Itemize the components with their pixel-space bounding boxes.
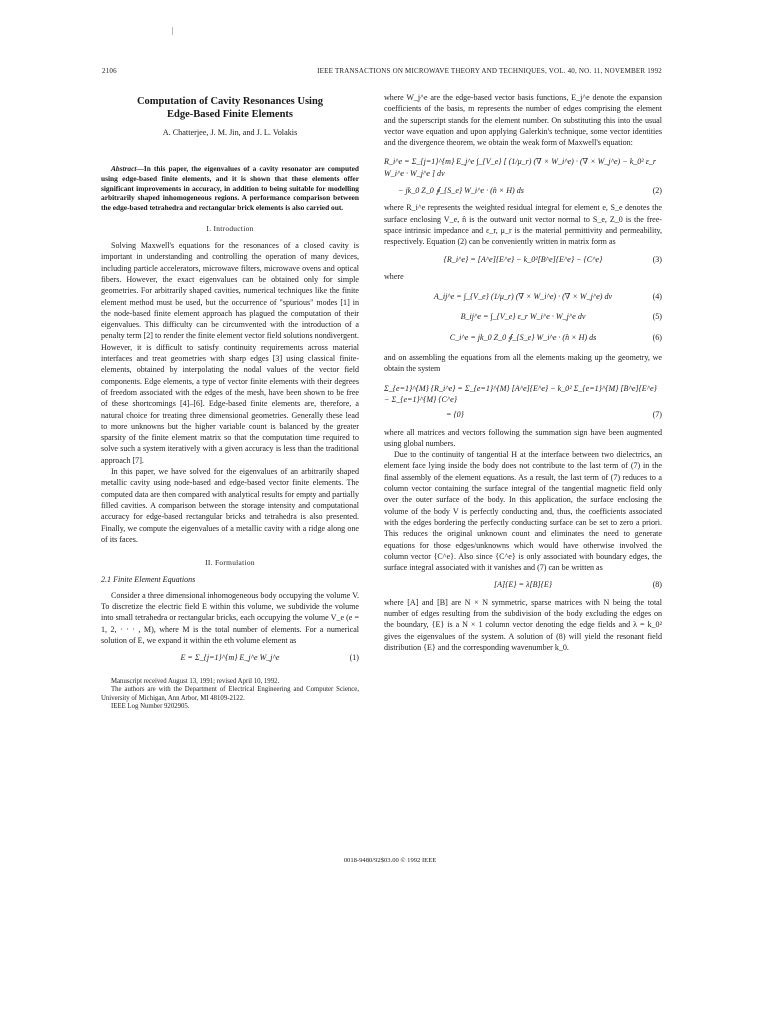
equation-1-number: (1) xyxy=(349,653,359,663)
equation-3 xyxy=(384,254,662,265)
right-paragraph-1: where W_j^e are the edge-based vector basis functions, E_j^e denote the expansion coefficients of the basis, m represents the number of edges comprising the element and the superscript stands for the element number. On substituting this into the usual vector wave equation and upon applying Galerkin's technique, some vector identities and the divergence theorem, we obtain the weak form of Maxwell's equation: xyxy=(384,93,662,148)
equation-2-line-2: − jk_0 Z_0 ∮_{S_e} W_i^e · (n̂ × H) ds xyxy=(398,186,524,196)
equation-5 xyxy=(384,311,662,322)
equation-8-number: (8) xyxy=(652,580,662,590)
intro-paragraph-2: In this paper, we have solved for the eigenvalues of an arbitrarily shaped metallic cavity using node-based and edge-based vector finite elements. The computed data are then compared with analytical results for empty and partially filled cavities. A comparison between the storage intensity and computational accuracy for edge-based rectangular bricks and tetrahedra is also presented. Finally, we compute the eigenvalues of a metallic cavity with a ridge along one of its faces. xyxy=(101,467,359,544)
equation-2-line-1: R_i^e = Σ_{j=1}^{m} E_j^e ∫_{V_e} [ (1/μ_r) (∇ × W_i^e) · (∇ × W_j^e) − k_0² ε_r W_i^e · W_j^e ] dv xyxy=(384,157,657,178)
abstract xyxy=(101,164,359,213)
page-number: 2106 xyxy=(102,67,117,75)
journal-header: IEEE TRANSACTIONS ON MICROWAVE THEORY AND TECHNIQUES, VOL. 40, NO. 11, NOVEMBER 1992 xyxy=(317,67,662,75)
left-column xyxy=(101,96,359,712)
authors: A. Chatterjee, J. M. Jin, and J. L. Volakis xyxy=(162,128,298,137)
equation-8-body: [A]{E} = λ[B]{E} xyxy=(494,580,552,590)
equation-8 xyxy=(384,579,662,590)
paper-title xyxy=(101,96,359,121)
formulation-paragraph-1: Consider a three dimensional inhomogeneous body occupying the volume V. To discretize the electric field E within this volume, we subdivide the volume into small tetrahedra or rectangular bricks, each occupying the volume V_e (e = 1, 2, · · · , M), where M is the total number of elements. For a numerical solution of E, we expand it within the eth volume element as xyxy=(101,590,359,645)
abstract-label: Abstract xyxy=(111,164,137,174)
abstract-text: —In this paper, the eigenvalues of a cavity resonator are computed using edge-based finite elements, and it is shown that these elements offer significant improvements in accuracy, in addition to being suitable for modelling arbitrarily shaped inhomogeneous regions. A performance comparison between the edge-based tetrahedra and rectangular brick elements is also carried out. xyxy=(101,164,359,213)
section-heading-introduction: I. Introduction xyxy=(206,223,254,233)
title-line-1: Computation of Cavity Resonances Using xyxy=(136,96,324,107)
intro-paragraph-1: Solving Maxwell's equations for the resonances of a closed cavity is important in understanding and controlling the operation of many devices, including particle accelerators, microwave filters, microwave ovens and optical fibers. However, the exact eigenvalues can be obtained only for simple geometries. For arbitrarily shaped cavities, numerical techniques like the finite element method must be used, but the occurrence of "spurious" modes [1] in the node-based finite element approach has plagued the computation of their eigenvalues. This difficulty can be circumvented with the introduction of a penalty term [2] to render the finite element vector field solutions nondivergent. However, it is difficult to satisfy continuity requirements across material interfaces and treat geometries with sharp edges [3] using classical finite-elements, obtained by interpolating the nodal values of the vector field components. Edge elements, a type of vector finite elements with their degrees of freedom associated with the edges of the mesh, have been shown to be free of these shortcomings [4]–[6]. Edge-based finite elements are, therefore, a natural choice for treating three dimensional geometries. Generally these lead to more unknowns but the higher variable count is balanced by the greater sparsity of the finite element matrix so that the computation time required to solve such a system iteratively with a given accuracy is less than the traditional approach [7]. xyxy=(101,241,359,465)
footnote-affiliation: The authors are with the Department of Electrical Engineering and Computer Science, University of Michigan, Ann Arbor, MI 48109-2122. xyxy=(101,686,359,702)
right-paragraph-5: Due to the continuity of tangential H at the interface between two dielectrics, an element face lying inside the body does not contribute to the last term of (7) in the final assembly of the element equations. As a result, the last term of (7) reduces to a column vector containing the surface integral of the tangential magnetic field only over the outer surface of the body. In this application, the surface enclosing the volume of the body V is perfectly conducting and, thus, the coefficients associated with the edges bordering the perfectly conducting surface can be set to zero a priori. This reduces the original unknown count and eliminates the need to generate equations for those edges/unknowns which would have otherwise involved the column vector {C^e}. Also since {C^e} is only associated with boundary edges, the surface integral associated with it vanishes and (7) can be written as xyxy=(384,450,662,573)
equation-2-number: (2) xyxy=(652,186,662,196)
equation-5-body: B_ij^e = ∫_{V_e} ε_r W_i^e · W_j^e dv xyxy=(460,312,586,322)
equation-7 xyxy=(384,383,662,421)
right-column xyxy=(384,92,662,653)
footnote-received: Manuscript received August 13, 1991; revised April 10, 1992. xyxy=(111,677,280,685)
equation-6 xyxy=(384,332,662,343)
equation-6-body: C_i^e = jk_0 Z_0 ∮_{S_e} W_i^e · (n̂ × H) ds xyxy=(449,332,597,342)
equation-1 xyxy=(101,652,359,663)
section-heading-formulation: II. Formulation xyxy=(205,558,255,568)
equation-6-number: (6) xyxy=(652,332,662,342)
right-paragraph-2: where R_i^e represents the weighted residual integral for element e, S_e denotes the surface enclosing V_e, n̂ is the outward unit vector normal to S_e, Z_0 is the free-space intrinsic impedance and ε_r, μ_r is the material permittivity and permeability, respectively. Equation (2) can be conveniently written in matrix form as xyxy=(384,203,662,247)
equation-7-line-2: = {0} xyxy=(446,410,464,420)
equation-5-number: (5) xyxy=(652,312,662,322)
equation-4-number: (4) xyxy=(652,292,662,302)
footnote xyxy=(101,678,359,712)
copyright-line: 0018-9480/92$03.00 © 1992 IEEE xyxy=(343,857,437,864)
scan-mark xyxy=(172,27,173,35)
subsection-heading: 2.1 Finite Element Equations xyxy=(101,575,196,585)
equation-7-number: (7) xyxy=(652,410,662,420)
title-line-2: Edge-Based Finite Elements xyxy=(167,108,293,120)
equation-4 xyxy=(384,291,662,302)
equation-7-line-1: Σ_{e=1}^{M} {R_i^e} = Σ_{e=1}^{M} [A^e]{E^e} − k_0² Σ_{e=1}^{M} [B^e]{E^e} − Σ_{e=1}^{M} {C^e} xyxy=(384,383,657,404)
equation-2 xyxy=(384,156,662,196)
footnote-log-number: IEEE Log Number 9202905. xyxy=(111,703,190,711)
right-paragraph-3: and on assembling the equations from all the elements making up the geometry, we obtain the system xyxy=(384,353,662,374)
equation-3-body: {R_i^e} = [A^e]{E^e} − k_0²[B^e]{E^e} − {C^e} xyxy=(443,254,603,264)
right-paragraph-4: where all matrices and vectors following the summation sign have been augmented using global numbers. xyxy=(384,427,662,448)
right-paragraph-6: where [A] and [B] are N × N symmetric, sparse matrices with N being the total number of edges resulting from the subdivision of the body excluding the edges on the boundary, {E} is a N × 1 column vector denoting the edge fields and λ = k_0² gives the eigenvalues of the system. A solution of (8) will yield the resonant field distribution {E} and the corresponding wavenumber k_0. xyxy=(384,597,662,652)
where-label: where xyxy=(384,271,404,281)
equation-3-number: (3) xyxy=(652,254,662,264)
equation-1-body: E = Σ_{j=1}^{m} E_j^e W_j^e xyxy=(180,653,280,663)
equation-4-body: A_ij^e = ∫_{V_e} (1/μ_r) (∇ × W_i^e) · (∇ × W_j^e) dv xyxy=(433,292,613,302)
